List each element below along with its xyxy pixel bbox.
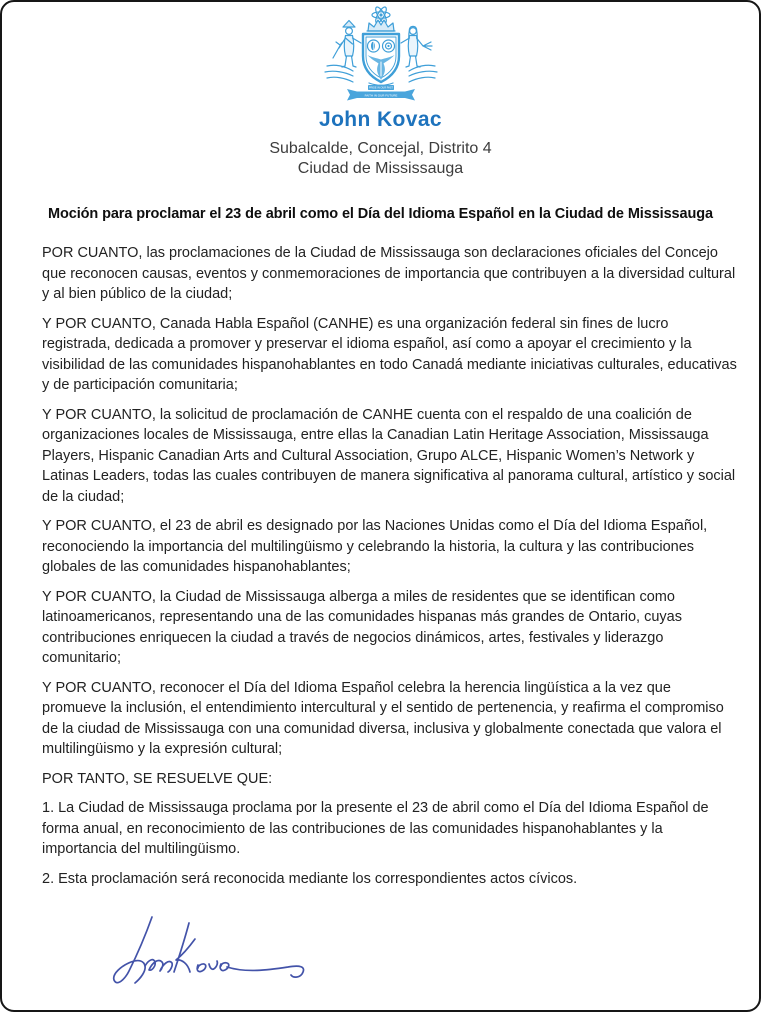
resolution-item-1: 1. La Ciudad de Mississauga proclama por la presente el 23 de abril como el Día del Idioma Español de forma anual, en reconocimiento de las contribuciones de las comunidades hispanohablantes y la importancia del multilingüismo. [42,800,709,857]
whereas-clause-1: POR CUANTO, las proclamaciones de la Ciudad de Mississauga son declaraciones oficiales del Concejo que reconocen causas, eventos y conmemoraciones de importancia que contribuyen a la diversidad cultural y al bien público de la ciudad; [42,245,736,302]
compartment-line [369,83,393,85]
whereas-clause-4: Y POR CUANTO, el 23 de abril es designado por las Naciones Unidas como el Día del Idioma Español, reconociendo la importancia del multilingüismo y celebrando la historia, la cultura y las contribuciones globales de las comunidades hispanohablantes; [42,518,708,575]
right-supporter-figure [401,26,432,67]
crown-icon [367,20,395,31]
motto-top-text: PRIDE IN OUR PAST [368,86,393,90]
motto-bottom-text: FAITH IN OUR FUTURE [364,93,397,98]
whereas-clause-6: Y POR CUANTO, reconocer el Día del Idioma Español celebra la herencia lingüística a la vez que promueve la inclusión, el entendimiento intercultural y el sentido de pertenencia, y reafirma el compromiso de la ciudad de Mississauga con una comunidad diversa, inclusiva y globalmente conectada que valora el multilingüismo y la expresión cultural; [42,679,724,757]
resolution-item-2: 2. Esta proclamación será reconocida mediante los correspondientes actos cívicos. [42,870,578,887]
left-laurel-icon [325,65,353,82]
motion-body [42,243,737,889]
resolution-lead-in: POR TANTO, SE RESUELVE QUE: [42,770,273,787]
signature-block [88,905,759,997]
author-name: John Kovac [318,108,443,131]
signature-john-kovac [88,905,323,997]
crest-star-icon [372,6,390,24]
whereas-clause-3: Y POR CUANTO, la solicitud de proclamación de CANHE cuenta con el respaldo de una coalición de organizaciones locales de Mississauga, entre ellas la Canadian Latin Heritage Association, Mississauga Players, Hispanic Canadian Arts and Cultural Association, Grupo ALCE, Hispanic Women’s Network y Latinas Leaders, todas las cuales contribuyen de manera significativa al panorama cultural, artístico y social de la ciudad; [42,406,736,505]
left-supporter-figure [333,21,361,68]
author-role: Subalcalde, Concejal, Distrito 4 [269,140,492,157]
document-header [2,2,759,179]
whereas-clause-5: Y POR CUANTO, la Ciudad de Mississauga alberga a miles de residentes que se identifican como latinoamericanos, representando una de las comunidades hispanas más grandes de Ontario, cuyas contribuciones enriquecen la ciudad a través de negocios dinámicos, artes, festivales y liderazgo comunitario; [42,588,682,666]
motto-ribbon [347,85,415,101]
mississauga-coat-of-arms-icon [319,6,443,106]
motion-title: Moción para proclamar el 23 de abril como el Día del Idioma Español en la Ciudad de Mississauga [48,206,713,222]
shield-icon [363,34,399,82]
whereas-clause-2: Y POR CUANTO, Canada Habla Español (CANHE) es una organización federal sin fines de lucro registrada, dedicada a promover y preservar el idioma español, así como a apoyar el crecimiento y la visibilidad de las comunidades hispanohablantes en todo Canadá mediante iniciativas culturales, educativas y de participación comunitaria; [42,315,737,393]
right-laurel-icon [409,65,437,82]
author-city: Ciudad de Mississauga [297,160,464,177]
